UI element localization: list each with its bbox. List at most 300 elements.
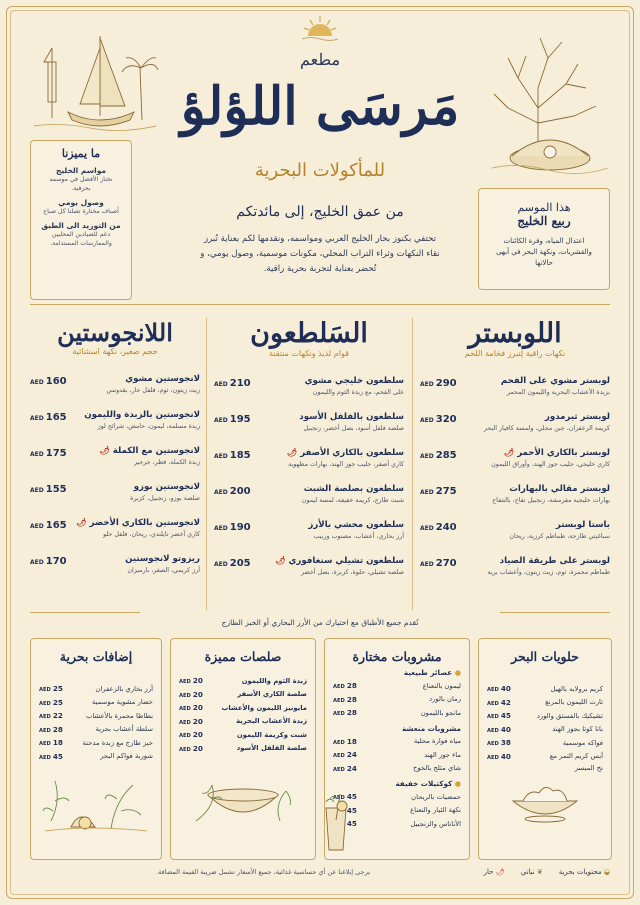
currency-label: AED bbox=[39, 741, 51, 748]
item-desc: على الفحم، مع زبدة الثوم والليمون bbox=[312, 389, 404, 396]
sides-box bbox=[30, 638, 162, 860]
box-item-extra: نخ المبسر bbox=[574, 764, 603, 772]
box-item-price-value: 20 bbox=[192, 716, 203, 726]
box-item bbox=[487, 709, 603, 723]
item-price bbox=[420, 484, 457, 497]
chili-icon: 🌶 bbox=[287, 448, 298, 457]
item-name: سلطعون خليجي مشوي bbox=[304, 376, 404, 386]
desserts-box bbox=[478, 638, 612, 860]
menu-item bbox=[214, 484, 404, 520]
menu-item bbox=[30, 482, 200, 518]
menu-item bbox=[30, 374, 200, 410]
box-item-name: مايونيز الليمون والأعشاب bbox=[221, 703, 307, 712]
menu-item bbox=[30, 554, 200, 590]
box-item bbox=[487, 750, 603, 764]
legend-label: حار bbox=[483, 868, 494, 876]
seaweed-shells-icon bbox=[41, 771, 151, 833]
box-item-name: نكهة الثيار والنعناع bbox=[410, 806, 461, 815]
legend-label: نباتي bbox=[520, 868, 535, 876]
menu-item bbox=[420, 448, 610, 484]
features-title: ما يميزنا bbox=[61, 147, 101, 160]
legend bbox=[380, 868, 610, 876]
currency-label: AED bbox=[487, 727, 499, 734]
sun-ornament-icon bbox=[300, 12, 340, 42]
feature-text: أصناف مختارة تصلنا كل صباح bbox=[43, 208, 119, 215]
box-item-name: آيس كريم التمر مع bbox=[549, 752, 603, 761]
box-title: إضافات بحرية bbox=[59, 649, 133, 664]
item-name: لوبستر على طريقة الصياد bbox=[499, 556, 610, 566]
currency-label: AED bbox=[487, 741, 499, 748]
item-price-value: 195 bbox=[229, 414, 251, 425]
box-item-name: الأناناس والزنجبيل bbox=[410, 819, 461, 828]
item-price-value: 290 bbox=[435, 378, 457, 389]
currency-label: AED bbox=[420, 417, 434, 424]
box-item-name: رمان بالورد bbox=[429, 695, 461, 704]
box-item bbox=[487, 723, 603, 737]
box-item-price-value: 24 bbox=[346, 750, 357, 760]
restaurant-tagline: للمأكولات البحرية bbox=[254, 160, 386, 181]
box-title: صلصات مميزة bbox=[204, 649, 282, 664]
item-price bbox=[30, 482, 67, 495]
box-item-name: خضار مشوية موسمية bbox=[92, 698, 153, 707]
item-name: لانجوستين مع الكملة bbox=[112, 446, 200, 456]
box-item bbox=[179, 701, 307, 715]
lemon-icon: ● bbox=[454, 779, 461, 788]
box-item-price-value: 20 bbox=[192, 689, 203, 699]
item-price-value: 275 bbox=[435, 486, 457, 497]
box-item bbox=[39, 696, 153, 710]
intro-text: تحتفي بكنوز بحار الخليج العربي ومواسمه، ونقدمها لكم بعناية تُبرز نقاء النكهات وثراء التراب المحلي، مكونات موسمية، وصول يومي، و تُحضر بعناية لتجربة بحرية راقية. bbox=[200, 234, 440, 274]
currency-label: AED bbox=[420, 489, 434, 496]
menu-items bbox=[30, 374, 200, 590]
currency-label: AED bbox=[179, 733, 191, 740]
box-item-price bbox=[333, 750, 357, 759]
menu-item bbox=[214, 520, 404, 556]
restaurant-name: مَرسَى اللؤلؤ bbox=[180, 76, 460, 137]
legend-label: محتويات بحرية bbox=[558, 868, 602, 876]
item-name: سلطعون تشيلي سنغافوري bbox=[288, 556, 404, 566]
menu-item bbox=[214, 556, 404, 592]
currency-label: AED bbox=[214, 453, 228, 460]
section-title: اللوبستر bbox=[468, 318, 562, 349]
item-name: لانجوستين بالكاري الأخضر bbox=[89, 518, 200, 528]
box-item bbox=[487, 763, 603, 773]
box-item bbox=[333, 735, 461, 749]
box-item-name: بطاطا محمرة بالأعشاب bbox=[85, 711, 153, 720]
box-item bbox=[39, 723, 153, 737]
box-item-price bbox=[487, 684, 511, 693]
item-price bbox=[420, 556, 457, 569]
box-item-price bbox=[39, 752, 63, 761]
box-item-price-value: 28 bbox=[346, 681, 357, 691]
currency-label: AED bbox=[420, 561, 434, 568]
chili-icon: 🌶 bbox=[495, 868, 505, 876]
currency-label: AED bbox=[30, 451, 44, 458]
item-price bbox=[30, 374, 67, 387]
item-desc: زيت زيتون، ثوم، فلفل حار، بقدونس bbox=[106, 387, 200, 394]
menu-item bbox=[30, 446, 200, 482]
box-item-price-value: 20 bbox=[192, 703, 203, 713]
item-price-value: 320 bbox=[435, 414, 457, 425]
feature-text: نختار الأفضل في موسمه بحرفية. bbox=[49, 176, 113, 192]
currency-label: AED bbox=[30, 559, 44, 566]
item-price-value: 185 bbox=[229, 450, 251, 461]
drink-glass-icon bbox=[318, 790, 354, 854]
currency-label: AED bbox=[333, 684, 345, 691]
item-price bbox=[30, 410, 67, 423]
menu-item bbox=[420, 520, 610, 556]
section-langoustine bbox=[30, 318, 200, 590]
item-name: لوبستر بالكاري الأحمر bbox=[517, 448, 610, 458]
currency-label: AED bbox=[214, 561, 228, 568]
legend-item bbox=[484, 868, 505, 876]
currency-label: AED bbox=[30, 487, 44, 494]
item-price-value: 170 bbox=[45, 556, 67, 567]
box-item-price-value: 42 bbox=[500, 697, 511, 707]
section-subtitle: قوام لذيذ ونكهات منتقنة bbox=[269, 349, 349, 358]
intro-heading: من عمق الخليج، إلى مائدتكم bbox=[236, 204, 404, 220]
item-price-value: 200 bbox=[229, 486, 251, 497]
box-item-price bbox=[333, 764, 357, 773]
season-name: ربيع الخليج bbox=[517, 214, 571, 228]
box-item-price bbox=[333, 695, 357, 704]
box-item-price-value: 45 bbox=[346, 819, 357, 829]
box-item bbox=[179, 674, 307, 688]
box-item-name: صلصة الكاري الأسفر bbox=[237, 690, 307, 699]
menu-items bbox=[420, 376, 610, 592]
drink-group-label bbox=[333, 668, 461, 677]
box-item-price-value: 45 bbox=[500, 711, 511, 721]
box-item-name: زبدة الثوم والليمون bbox=[241, 676, 307, 685]
item-price-value: 190 bbox=[229, 522, 251, 533]
box-item-price bbox=[487, 725, 511, 734]
currency-label: AED bbox=[333, 697, 345, 704]
drink-group-label bbox=[333, 779, 461, 788]
box-item-name: مياه فوارة محلية bbox=[413, 737, 461, 746]
box-item-price-value: 28 bbox=[346, 708, 357, 718]
item-price-value: 240 bbox=[435, 522, 457, 533]
menu-item bbox=[420, 556, 610, 592]
item-price bbox=[420, 376, 457, 389]
box-item-price bbox=[333, 737, 357, 746]
menu-item bbox=[214, 412, 404, 448]
item-price-value: 165 bbox=[45, 412, 67, 423]
box-item-price bbox=[39, 711, 63, 720]
item-price bbox=[30, 554, 67, 567]
item-price bbox=[214, 412, 251, 425]
box-item-price-value: 40 bbox=[500, 751, 511, 761]
feature-title: وصول يومي bbox=[58, 198, 104, 207]
box-item-name: حمضيات بالريحان bbox=[411, 792, 461, 801]
item-name: لانجوستين بوزو bbox=[133, 482, 200, 492]
feature-title: من التوريد الى الطبق bbox=[41, 221, 121, 230]
box-item-price-value: 22 bbox=[52, 711, 63, 721]
currency-label: AED bbox=[214, 381, 228, 388]
box-item bbox=[39, 750, 153, 764]
season-label: هذا الموسم bbox=[517, 201, 571, 214]
box-item-name: تشيكيك بالفستق والورد bbox=[536, 711, 603, 720]
item-desc: طماطم محمرة، ثوم، زيت زيتون، وأعشاب برية bbox=[487, 569, 610, 576]
item-name: باستا لوبستر bbox=[555, 520, 610, 530]
box-item bbox=[39, 682, 153, 696]
currency-label: AED bbox=[30, 415, 44, 422]
box-item-name: زبدة الأعشاب البحرية bbox=[236, 717, 307, 726]
menu-item bbox=[30, 410, 200, 446]
box-item-price bbox=[179, 717, 203, 726]
box-item-price bbox=[179, 676, 203, 685]
section-lobster bbox=[420, 318, 610, 592]
box-item-name: شبت وكريمة الليمون bbox=[236, 730, 307, 739]
currency-label: AED bbox=[214, 489, 228, 496]
box-item-name: سلطة أعشاب بحرية bbox=[95, 725, 153, 734]
features-box bbox=[30, 140, 132, 300]
box-item bbox=[333, 762, 461, 776]
item-price-value: 205 bbox=[229, 558, 251, 569]
box-item-price bbox=[487, 738, 511, 747]
item-price bbox=[214, 376, 251, 389]
item-name: ريزوتو لانجوستين bbox=[125, 554, 200, 564]
item-desc: سباغيتي طازجة، طماطم كرزية، ريحان bbox=[509, 533, 610, 540]
box-item-price bbox=[179, 744, 203, 753]
box-item-price bbox=[39, 738, 63, 747]
box-item-name: تارت الليمون بالمرنغ bbox=[545, 698, 603, 707]
item-desc: شبت طازج، كريمة خفيفة، لمسة ليمون bbox=[301, 497, 404, 504]
chili-icon: 🌶 bbox=[99, 446, 110, 455]
sailboat-illustration-icon bbox=[30, 28, 160, 138]
box-item bbox=[39, 736, 153, 750]
currency-label: AED bbox=[420, 525, 434, 532]
item-name: سلطعون بصلصة الشبت bbox=[303, 484, 404, 494]
sauces-box bbox=[170, 638, 316, 860]
item-desc: كاري خليجي، حليب جوز الهند، وأوراق الليمون bbox=[491, 461, 610, 468]
item-desc: أرز كريمي، الصفر، بارميزان bbox=[127, 567, 200, 574]
item-price bbox=[214, 520, 251, 533]
feature-title: مواسم الخليج bbox=[55, 166, 107, 175]
currency-label: AED bbox=[179, 746, 191, 753]
box-item-price-value: 25 bbox=[52, 684, 63, 694]
item-price-value: 210 bbox=[229, 378, 251, 389]
item-desc: زبدة الكملة، فطر، جرجير bbox=[134, 459, 200, 466]
item-desc: كريمة الزعفران، جبن محلي، ولمسة كافيار البحر bbox=[483, 425, 610, 432]
top-divider bbox=[30, 304, 610, 305]
box-item-price-value: 45 bbox=[346, 805, 357, 815]
chili-icon: 🌶 bbox=[504, 448, 515, 457]
currency-label: AED bbox=[333, 766, 345, 773]
box-item bbox=[179, 728, 307, 742]
box-item-price-value: 28 bbox=[346, 694, 357, 704]
box-item-price-value: 18 bbox=[346, 736, 357, 746]
dessert-bowl-icon bbox=[505, 777, 585, 823]
section-crab bbox=[214, 318, 404, 592]
box-item bbox=[487, 736, 603, 750]
currency-label: AED bbox=[39, 754, 51, 761]
box-item bbox=[487, 696, 603, 710]
item-desc: كاري أخضر تايلندي، ريحان، فلفل حلو bbox=[103, 531, 200, 538]
item-desc: بهارات خليجية مقرمشة، زنجبيل تفاح، بالتتفاح bbox=[492, 497, 610, 504]
item-desc: كاري أصفر، حليب جوز الهند، بهارات مطهوية bbox=[288, 461, 404, 468]
box-item-price-value: 20 bbox=[192, 743, 203, 753]
menu-item bbox=[30, 518, 200, 554]
currency-label: AED bbox=[39, 727, 51, 734]
currency-label: AED bbox=[39, 714, 51, 721]
menu-item bbox=[420, 376, 610, 412]
box-item-name: بانا كوتا بجوز الهند bbox=[552, 725, 603, 734]
restaurant-prefix: مطعم bbox=[299, 50, 341, 69]
box-item bbox=[179, 715, 307, 729]
box-item-price-value: 25 bbox=[52, 697, 63, 707]
currency-label: AED bbox=[214, 525, 228, 532]
box-item-name: شاي مثلج بالخوخ bbox=[412, 764, 461, 773]
item-price bbox=[420, 412, 457, 425]
shell-icon: ◒ bbox=[603, 868, 610, 876]
box-item-name: ليمون بالنعناع bbox=[422, 681, 461, 690]
box-item-name: ماء جوز الهند bbox=[424, 750, 461, 759]
item-name: سلطعون بالكاري الأصفر bbox=[300, 448, 404, 458]
box-item-price-value: 18 bbox=[52, 738, 63, 748]
currency-label: AED bbox=[30, 379, 44, 386]
menu-items bbox=[214, 376, 404, 592]
item-price-value: 160 bbox=[45, 376, 67, 387]
box-items bbox=[487, 682, 603, 773]
item-price bbox=[214, 448, 251, 461]
box-item-name: شوربة فواكم البحر bbox=[100, 752, 153, 761]
chili-icon: 🌶 bbox=[275, 556, 286, 565]
box-item-price bbox=[39, 698, 63, 707]
box-item-price-value: 40 bbox=[500, 684, 511, 694]
box-item-price-value: 40 bbox=[500, 724, 511, 734]
box-items bbox=[179, 674, 307, 755]
item-price bbox=[214, 556, 251, 569]
item-name: لوبستر ثيرمدور bbox=[544, 412, 610, 422]
currency-label: AED bbox=[420, 381, 434, 388]
item-desc: أرز بحاري، أعشاب، مصنوب وزبيب bbox=[313, 533, 404, 540]
item-desc: صلصة بوزو، زنجبيل، كزبرة bbox=[130, 495, 200, 502]
item-name: سلطعون محشي بالأرز bbox=[308, 520, 404, 530]
footnote: يرجى إبلاغنا عن أي حساسية غذائية، جميع الأسعار تشمل ضريبة القيمة المضافة. bbox=[156, 868, 370, 876]
currency-label: AED bbox=[179, 679, 191, 686]
currency-label: AED bbox=[487, 714, 499, 721]
item-price bbox=[420, 520, 457, 533]
currency-label: AED bbox=[333, 795, 345, 802]
box-item bbox=[39, 709, 153, 723]
drink-group-title: كوكتيلات خفيفة bbox=[395, 779, 453, 788]
item-price-value: 285 bbox=[435, 450, 457, 461]
mid-divider-right bbox=[500, 612, 610, 613]
currency-label: AED bbox=[487, 754, 499, 761]
box-item bbox=[333, 693, 461, 707]
box-item-price bbox=[333, 708, 357, 717]
box-item bbox=[179, 742, 307, 756]
item-price-value: 155 bbox=[45, 484, 67, 495]
currency-label: AED bbox=[420, 453, 434, 460]
section-title: السَلطعون bbox=[250, 318, 368, 349]
season-box bbox=[478, 188, 610, 290]
drink-group-title: عصائر طبيعية bbox=[403, 668, 453, 677]
legend-item bbox=[521, 868, 543, 876]
box-item-name: كريم برولايه بالهيل bbox=[550, 684, 603, 693]
mid-divider-left bbox=[30, 612, 140, 613]
currency-label: AED bbox=[333, 711, 345, 718]
box-item bbox=[333, 706, 461, 720]
item-desc: صلصة تشيلي، حلوة، كزبرة، بصل أخضر bbox=[300, 569, 404, 576]
box-item-price-value: 45 bbox=[52, 751, 63, 761]
sides-note: تُقدم جميع الأطباق مع اختيارك من الأرز البحاري أو الخبز الطازج bbox=[221, 618, 419, 627]
currency-label: AED bbox=[333, 739, 345, 746]
lemon-icon: ● bbox=[454, 668, 461, 677]
currency-label: AED bbox=[179, 706, 191, 713]
currency-label: AED bbox=[487, 700, 499, 707]
currency-label: AED bbox=[179, 692, 191, 699]
box-item-price bbox=[179, 703, 203, 712]
box-item-price-value: 38 bbox=[500, 738, 511, 748]
box-item-name: فواكه موسمية bbox=[562, 738, 603, 747]
drink-group-label: مشروبات منعشة bbox=[402, 723, 461, 733]
menu-item bbox=[420, 484, 610, 520]
item-price bbox=[420, 448, 457, 461]
currency-label: AED bbox=[179, 719, 191, 726]
feature-text: دعم للصيادين المحليين والممارسات المستدامة. bbox=[50, 231, 112, 247]
box-item bbox=[333, 679, 461, 693]
chili-icon: 🌶 bbox=[76, 518, 87, 527]
item-desc: صلصة فلفل أسود، بصل أخضر، زنجبيل bbox=[303, 425, 404, 432]
menu-item bbox=[214, 448, 404, 484]
menu-item bbox=[214, 376, 404, 412]
box-item bbox=[487, 682, 603, 696]
item-name: لوبستر مقالي بالبهارات bbox=[509, 484, 610, 494]
item-name: لوبستر مشوي على الفحم bbox=[500, 376, 610, 386]
box-item-price bbox=[179, 730, 203, 739]
column-separator bbox=[412, 318, 413, 610]
item-price-value: 175 bbox=[45, 448, 67, 459]
box-item-price-value: 28 bbox=[52, 724, 63, 734]
box-item-price bbox=[487, 711, 511, 720]
section-subtitle: حجم صغير، نكهة استثنائية bbox=[72, 347, 158, 356]
box-item-price bbox=[39, 725, 63, 734]
coral-oyster-illustration-icon bbox=[478, 28, 613, 178]
box-item-name: أرز بخاري بالزعفران bbox=[95, 684, 153, 693]
item-name: لانجوستين مشوي bbox=[125, 374, 200, 384]
season-text: اعتدال المياه، وفرة الكائنات والقشريات، ونكهة البحر في أبهى حالاتها bbox=[496, 237, 592, 267]
box-item-price-value: 20 bbox=[192, 676, 203, 686]
column-separator bbox=[206, 318, 207, 610]
currency-label: AED bbox=[30, 523, 44, 530]
box-item-price-value: 24 bbox=[346, 763, 357, 773]
box-item-price bbox=[39, 684, 63, 693]
box-item bbox=[333, 748, 461, 762]
box-item-price bbox=[487, 698, 511, 707]
currency-label: AED bbox=[39, 687, 51, 694]
box-item-name: خبز طازج مع زبدة مدخنة bbox=[82, 738, 153, 747]
box-title: مشروبات مختارة bbox=[352, 649, 442, 664]
currency-label: AED bbox=[214, 417, 228, 424]
box-title: حلويات البحر bbox=[511, 649, 579, 664]
item-desc: بزبدة الأعشاب البحرية والليمون المحمر bbox=[506, 389, 610, 396]
box-item-price bbox=[333, 681, 357, 690]
sauce-bowl-icon bbox=[188, 765, 298, 829]
box-item-price-value: 45 bbox=[346, 792, 357, 802]
item-desc: زبدة مسلمة، ليمون، حامض، شرائح لوز bbox=[97, 423, 200, 430]
box-item bbox=[179, 688, 307, 702]
item-price bbox=[30, 446, 67, 459]
item-price bbox=[30, 518, 67, 531]
box-item-name: صلصة الفلفل الأسود bbox=[236, 744, 307, 753]
item-name: لانجوستين بالزبدة والليمون bbox=[84, 410, 200, 420]
box-item-price-value: 20 bbox=[192, 730, 203, 740]
item-price-value: 270 bbox=[435, 558, 457, 569]
menu-item bbox=[420, 412, 610, 448]
box-items bbox=[39, 682, 153, 763]
currency-label: AED bbox=[487, 687, 499, 694]
